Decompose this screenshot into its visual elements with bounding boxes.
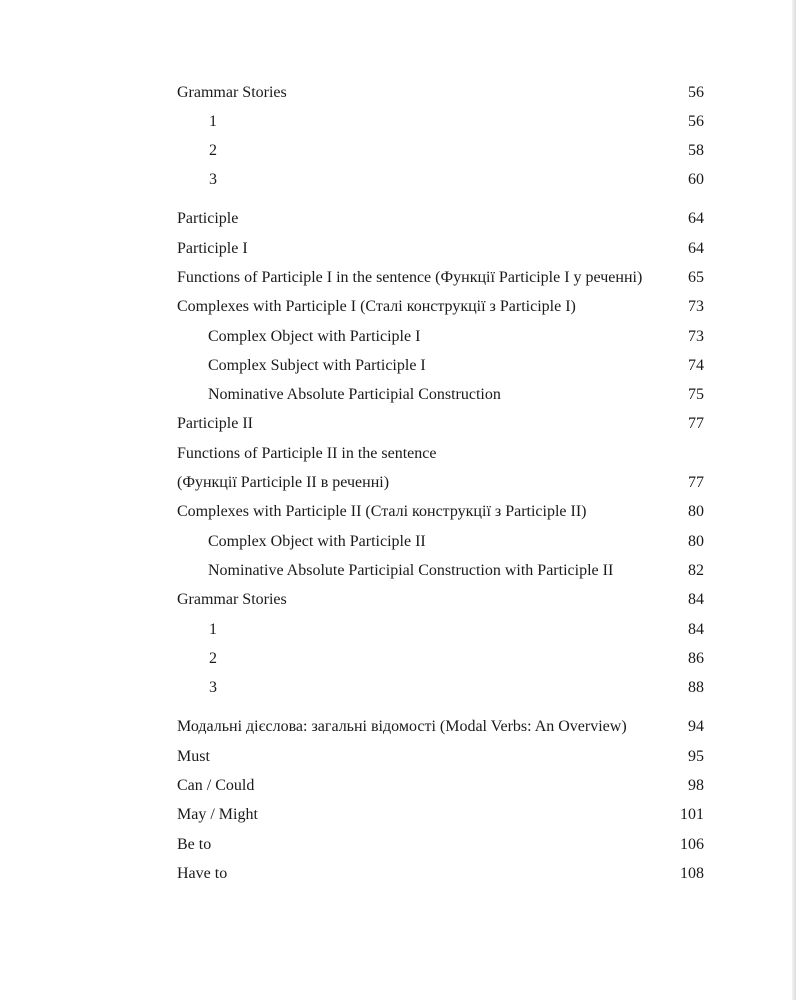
toc-entry-page: 84: [688, 621, 704, 638]
toc-entry-title: Functions of Participle I in the sentence (Функції Participle I у реченні): [177, 269, 643, 286]
toc-entry-title: Participle I: [177, 240, 248, 257]
toc-entry-page: 60: [688, 171, 704, 188]
toc-entry-title: Complex Object with Participle I: [208, 328, 421, 345]
toc-entry-title: Can / Could: [177, 777, 255, 794]
toc-entry-page: 56: [688, 84, 704, 101]
toc-entry-page: 77: [688, 474, 704, 491]
toc-entry: [177, 862, 704, 886]
toc-entry: [177, 412, 704, 436]
toc-entry: [177, 81, 704, 105]
toc-entry-page: 80: [688, 503, 704, 520]
toc-entry-page: 101: [680, 806, 704, 823]
toc-entry-title: May / Might: [177, 806, 258, 823]
toc-entry-page: 98: [688, 777, 704, 794]
toc-entry-title: Complexes with Participle I (Сталі конструкції з Participle I): [177, 298, 576, 315]
toc-entry: [177, 500, 704, 524]
toc-entry: [177, 110, 704, 134]
toc-entry-page: 108: [680, 865, 704, 882]
toc-entry-title: 2: [209, 650, 217, 667]
toc-entry-page: 75: [688, 386, 704, 403]
toc-entry-page: 73: [688, 328, 704, 345]
toc-entry-title: Grammar Stories: [177, 84, 287, 101]
toc-entry: [177, 471, 704, 495]
toc-entry-page: 88: [688, 679, 704, 696]
toc-entry: [177, 354, 704, 378]
toc-entry-title: Participle II: [177, 415, 253, 432]
toc-entry-title: Have to: [177, 865, 228, 882]
toc-entry-title: Participle: [177, 210, 239, 227]
toc-entry-title: 2: [209, 142, 217, 159]
toc-entry: [177, 745, 704, 769]
toc-entry: [177, 530, 704, 554]
toc-entry-page: 58: [688, 142, 704, 159]
toc-entry: [177, 266, 704, 290]
toc-entry-page: 77: [688, 415, 704, 432]
toc-entry-page: 73: [688, 298, 704, 315]
toc-entry: [177, 588, 704, 612]
toc-entry-title: Be to: [177, 836, 212, 853]
toc-entry: [177, 325, 704, 349]
toc-entry-page: 84: [688, 591, 704, 608]
toc-entry: [177, 647, 704, 671]
toc-entry: [177, 833, 704, 857]
toc-entry: [177, 168, 704, 192]
toc-entry-title: Модальні дієслова: загальні відомості (Modal Verbs: An Overview): [177, 718, 627, 735]
toc-entry: [177, 676, 704, 700]
toc-entry-page: 80: [688, 533, 704, 550]
toc-entry-page: 82: [688, 562, 704, 579]
toc-entry: [177, 559, 704, 583]
toc-entry: [177, 774, 704, 798]
toc-entry: [177, 207, 704, 231]
toc-entry: [177, 618, 704, 642]
toc-entry-title: Nominative Absolute Participial Construction with Participle II: [208, 562, 614, 579]
toc-entry-page: 94: [688, 718, 704, 735]
toc-entry-page: 95: [688, 748, 704, 765]
toc-entry: [177, 383, 704, 407]
toc-entry-page: 64: [688, 240, 704, 257]
toc-entry-title: 3: [209, 679, 217, 696]
toc-entry: [177, 139, 704, 163]
toc-entry: [177, 295, 704, 319]
toc-entry-title: 1: [209, 621, 217, 638]
toc-entry: [177, 803, 704, 827]
toc-entry: [177, 237, 704, 261]
toc-entry-title: Grammar Stories: [177, 591, 287, 608]
toc-entry-title: Must: [177, 748, 210, 765]
toc-entry-title: 3: [209, 171, 217, 188]
toc-entry-page: 56: [688, 113, 704, 130]
toc-entry-title: Nominative Absolute Participial Construction: [208, 386, 501, 403]
toc-entry-page: 106: [680, 836, 704, 853]
toc-entry-title: Complexes with Participle II (Сталі конструкції з Participle II): [177, 503, 587, 520]
toc-entry: [177, 442, 704, 466]
toc-entry-title: Complex Subject with Participle I: [208, 357, 426, 374]
toc-entry-title: Functions of Participle II in the sentence: [177, 445, 437, 462]
toc-entry-page: 64: [688, 210, 704, 227]
toc-entry-page: 86: [688, 650, 704, 667]
toc-entry-page: 65: [688, 269, 704, 286]
toc-entry-title: Complex Object with Participle II: [208, 533, 426, 550]
toc-entry-title: 1: [209, 113, 217, 130]
toc-entry-title: (Функції Participle II в реченні): [177, 474, 390, 491]
toc-entry: [177, 715, 704, 739]
toc-entry-page: 74: [688, 357, 704, 374]
